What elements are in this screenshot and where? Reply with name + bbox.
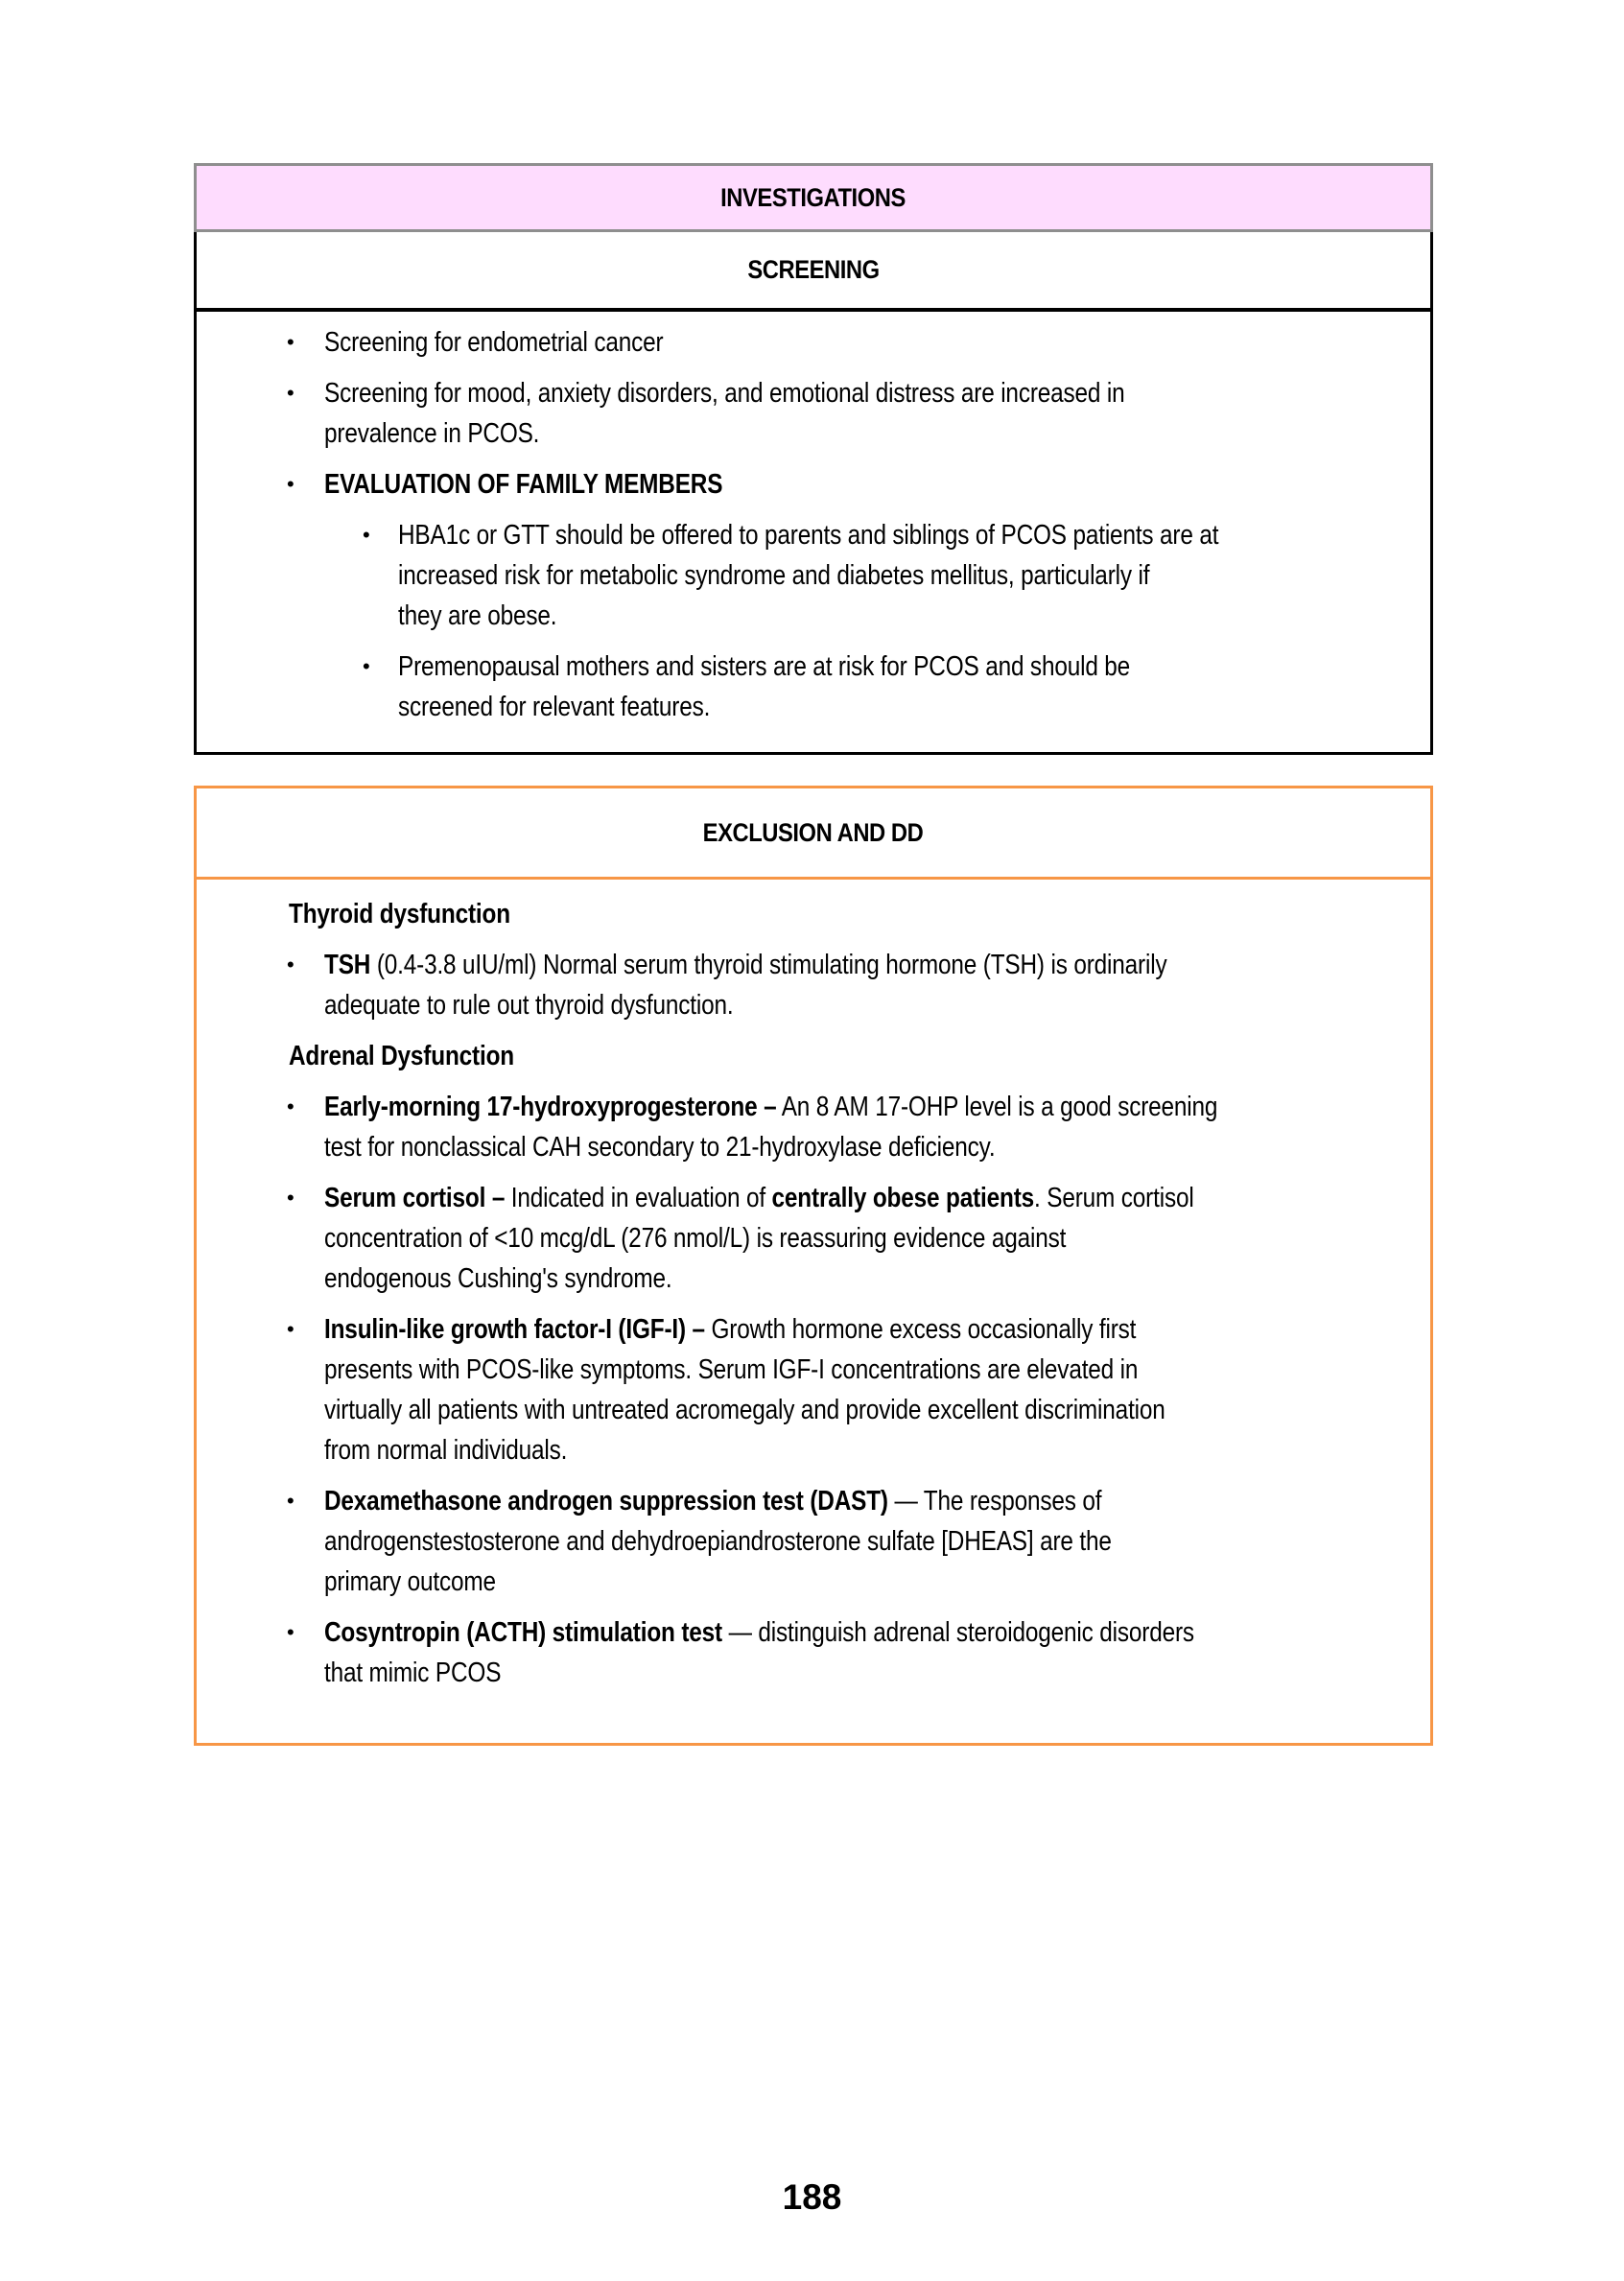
text-line	[324, 1309, 1254, 1350]
text-line	[289, 1036, 1248, 1076]
section-heading	[197, 894, 1430, 934]
bold-text: Cosyntropin (ACTH) stimulation test	[324, 1617, 722, 1648]
text-line	[324, 1562, 1254, 1602]
text: concentration of <10 mcg/dL (276 nmol/L) is reassuring evidence against	[324, 1223, 1067, 1254]
text: presents with PCOS-like symptoms. Serum IGF-I concentrations are elevated in	[324, 1354, 1139, 1385]
text-line	[398, 687, 1265, 727]
sub-list-item	[197, 647, 1430, 727]
bullet-icon: •	[287, 330, 294, 354]
text: primary outcome	[324, 1566, 496, 1597]
bullet-icon: •	[287, 952, 294, 976]
bold-text: centrally obese patients	[771, 1183, 1035, 1213]
text-line	[398, 647, 1265, 687]
text-line	[324, 1350, 1254, 1390]
text-line	[398, 555, 1265, 596]
list-item	[197, 1612, 1430, 1693]
text: adequate to rule out thyroid dysfunction.	[324, 990, 734, 1021]
section-heading	[197, 1036, 1430, 1076]
text-line	[324, 1521, 1254, 1562]
page-number: 188	[782, 2177, 842, 2217]
exclusion-title: EXCLUSION AND DD	[703, 817, 924, 847]
text-line	[324, 1612, 1254, 1653]
list-item	[197, 373, 1430, 454]
text-line	[324, 322, 1254, 363]
text-line	[324, 373, 1254, 413]
list-item	[197, 322, 1430, 363]
bold-text: Insulin-like growth factor-I (IGF-I) –	[324, 1314, 705, 1345]
bullet-icon: •	[363, 523, 370, 547]
text-line	[324, 1481, 1254, 1521]
bullet-icon: •	[287, 381, 294, 405]
text-line	[324, 413, 1254, 454]
list-item	[197, 1178, 1430, 1299]
bullet-icon: •	[363, 654, 370, 678]
text-line	[324, 1390, 1254, 1430]
bold-text: Adrenal Dysfunction	[289, 1041, 515, 1071]
exclusion-header	[197, 788, 1430, 880]
screening-title: SCREENING	[747, 255, 880, 284]
text: endogenous Cushing's syndrome.	[324, 1263, 672, 1294]
text: from normal individuals.	[324, 1435, 568, 1466]
text: they are obese.	[398, 600, 557, 631]
text: — distinguish adrenal steroidogenic disorders	[721, 1617, 1194, 1648]
list-item	[197, 1481, 1430, 1602]
bullet-icon: •	[287, 1489, 294, 1513]
bold-text: Thyroid dysfunction	[289, 899, 510, 929]
investigations-header	[194, 163, 1433, 232]
text: (0.4-3.8 uIU/ml) Normal serum thyroid stimulating hormone (TSH) is ordinarily	[370, 950, 1167, 980]
bold-text: TSH	[324, 950, 371, 980]
bullet-icon: •	[287, 472, 294, 496]
text-line	[324, 945, 1254, 985]
text: androgenstestosterone and dehydroepiandrosterone sulfate [DHEAS] are the	[324, 1526, 1112, 1557]
text-line	[324, 1430, 1254, 1470]
investigations-title: INVESTIGATIONS	[720, 182, 906, 212]
text-line	[289, 894, 1248, 934]
screening-list	[197, 315, 1430, 738]
text-line	[324, 1218, 1254, 1258]
text: . Serum cortisol	[1034, 1183, 1194, 1213]
text: Screening for mood, anxiety disorders, and emotional distress are increased in	[324, 378, 1125, 409]
text: Growth hormone excess occasionally first	[704, 1314, 1137, 1345]
list-item	[197, 464, 1430, 505]
list-item	[197, 945, 1430, 1025]
exclusion-list	[197, 882, 1430, 1704]
bold-text: EVALUATION OF FAMILY MEMBERS	[324, 469, 723, 500]
bullet-icon: •	[287, 1317, 294, 1341]
text: An 8 AM 17-OHP level is a good screening	[776, 1092, 1218, 1122]
text: prevalence in PCOS.	[324, 418, 540, 449]
text-line	[324, 1178, 1254, 1218]
list-item	[197, 1087, 1430, 1167]
text-line	[398, 596, 1265, 636]
text: HBA1c or GTT should be offered to parents and siblings of PCOS patients are at	[398, 520, 1219, 551]
text-line	[324, 1258, 1254, 1299]
text-line	[324, 1127, 1254, 1167]
text: Screening for endometrial cancer	[324, 327, 664, 358]
sub-list-item	[197, 515, 1430, 636]
text: screened for relevant features.	[398, 692, 711, 722]
text: virtually all patients with untreated acromegaly and provide excellent discrimination	[324, 1395, 1165, 1425]
bullet-icon: •	[287, 1186, 294, 1210]
list-item	[197, 1309, 1430, 1470]
bold-text: Early-morning 17-hydroxyprogesterone –	[324, 1092, 777, 1122]
text: test for nonclassical CAH secondary to 21-hydroxylase deficiency.	[324, 1132, 996, 1163]
investigations-box	[194, 163, 1433, 755]
text-line	[324, 985, 1254, 1025]
screening-header	[197, 232, 1430, 312]
text-line	[324, 1653, 1254, 1693]
bullet-icon: •	[287, 1094, 294, 1118]
text: that mimic PCOS	[324, 1658, 502, 1688]
text: increased risk for metabolic syndrome and diabetes mellitus, particularly if	[398, 560, 1150, 591]
text-line	[398, 515, 1265, 555]
text-line	[324, 464, 1254, 505]
bold-text: Dexamethasone androgen suppression test (DAST)	[324, 1486, 888, 1517]
bullet-icon: •	[287, 1620, 294, 1644]
text: Premenopausal mothers and sisters are at risk for PCOS and should be	[398, 651, 1131, 682]
text: — The responses of	[887, 1486, 1102, 1517]
bold-text: Serum cortisol –	[324, 1183, 506, 1213]
text-line	[324, 1087, 1254, 1127]
text: Indicated in evaluation of	[505, 1183, 772, 1213]
exclusion-box	[194, 786, 1433, 1746]
